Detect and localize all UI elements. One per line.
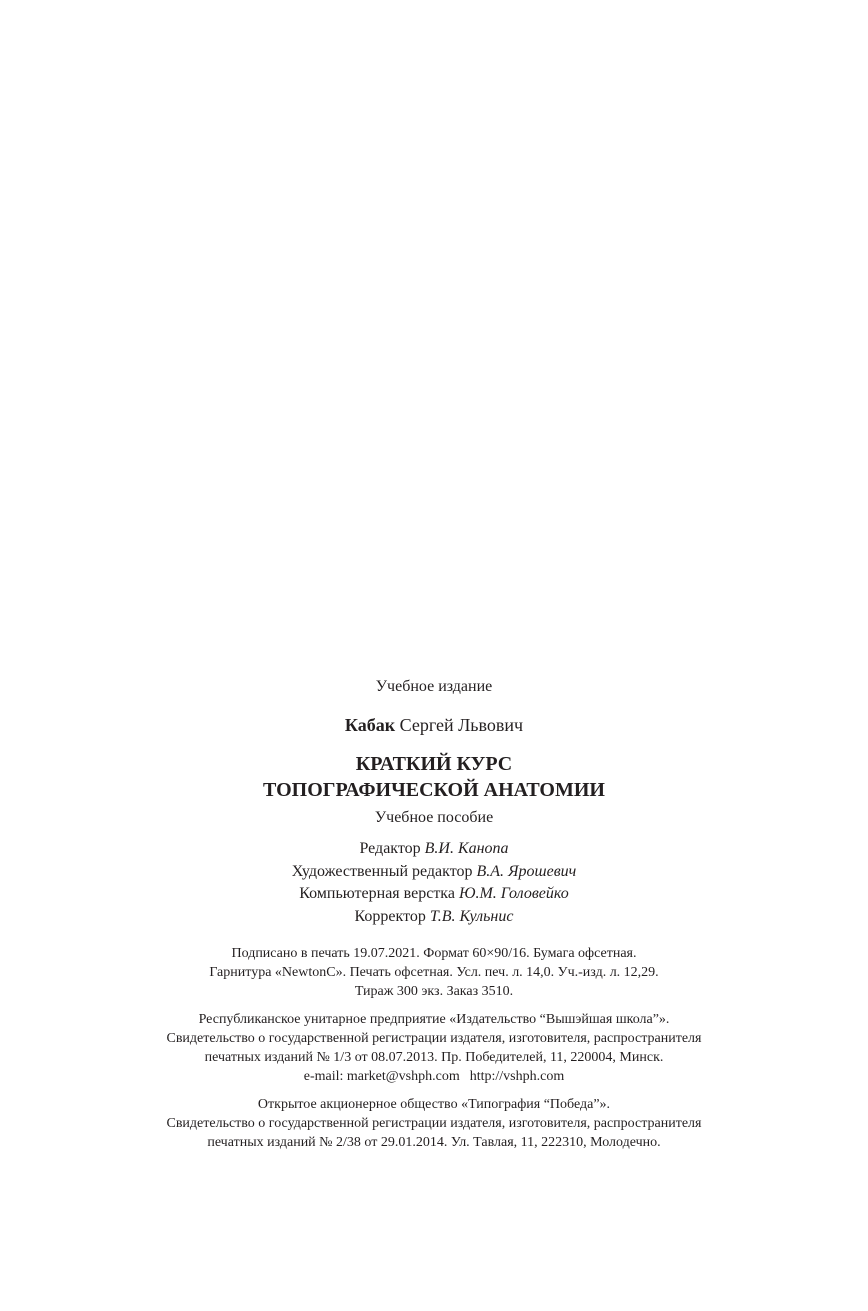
printer-line-2: Свидетельство о государственной регистрации издателя, изготовителя, распространителя xyxy=(166,1116,702,1131)
publisher-email: e-mail: market@vshph.com xyxy=(303,1069,460,1084)
credit-name: В.А. Ярошевич xyxy=(476,862,577,880)
credit-layout xyxy=(0,883,868,906)
credit-art-editor xyxy=(0,861,868,884)
print-info-line-2: Гарнитура «NewtonC». Печать офсетная. Усл. печ. л. 14,0. Уч.-изд. л. 12,29. xyxy=(209,965,659,980)
credit-proofreader xyxy=(0,906,868,929)
printer-line-3: печатных изданий № 2/38 от 29.01.2014. Ул. Тавлая, 11, 222310, Молодечно. xyxy=(207,1135,661,1150)
book-title-line-1: КРАТКИЙ КУРС xyxy=(355,753,513,775)
print-info-line-1: Подписано в печать 19.07.2021. Формат 60×90/16. Бумага офсетная. xyxy=(231,946,637,961)
author-given-names: Сергей Львович xyxy=(395,715,524,735)
credit-name: Т.В. Кульнис xyxy=(429,907,514,925)
publisher-contacts xyxy=(0,1067,868,1086)
printer-info xyxy=(0,1095,868,1152)
printer-line-1: Открытое акционерное общество «Типография “Победа”». xyxy=(257,1097,611,1112)
credit-name: В.И. Канопа xyxy=(424,840,509,857)
credit-role: Компьютерная верстка xyxy=(299,885,459,902)
book-title-line-2: ТОПОГРАФИЧЕСКОЙ АНАТОМИИ xyxy=(263,779,605,801)
credit-editor xyxy=(0,838,868,861)
publisher-line-2: Свидетельство о государственной регистрации издателя, изготовителя, распространителя xyxy=(166,1031,702,1046)
credit-role: Редактор xyxy=(359,840,425,857)
credit-role: Художественный редактор xyxy=(291,862,477,880)
credit-name: Ю.М. Головейко xyxy=(458,885,569,902)
print-info xyxy=(0,944,868,1001)
book-subtitle: Учебное пособие xyxy=(374,809,494,826)
publisher-website: http://vshph.com xyxy=(469,1069,565,1084)
book-title xyxy=(0,751,868,803)
credit-role: Корректор xyxy=(354,907,430,925)
imprint-page xyxy=(0,676,868,1152)
publisher-line-3: печатных изданий № 1/3 от 08.07.2013. Пр. Победителей, 11, 220004, Минск. xyxy=(204,1050,664,1065)
publisher-info xyxy=(0,1010,868,1086)
print-info-line-3: Тираж 300 экз. Заказ 3510. xyxy=(354,984,514,999)
publisher-line-1: Республиканское унитарное предприятие «Издательство “Вышэйшая школа”». xyxy=(198,1012,670,1027)
credits-list xyxy=(0,838,868,928)
author-surname: Кабак xyxy=(344,715,396,735)
edition-type: Учебное издание xyxy=(375,678,493,695)
author-line xyxy=(0,713,868,737)
